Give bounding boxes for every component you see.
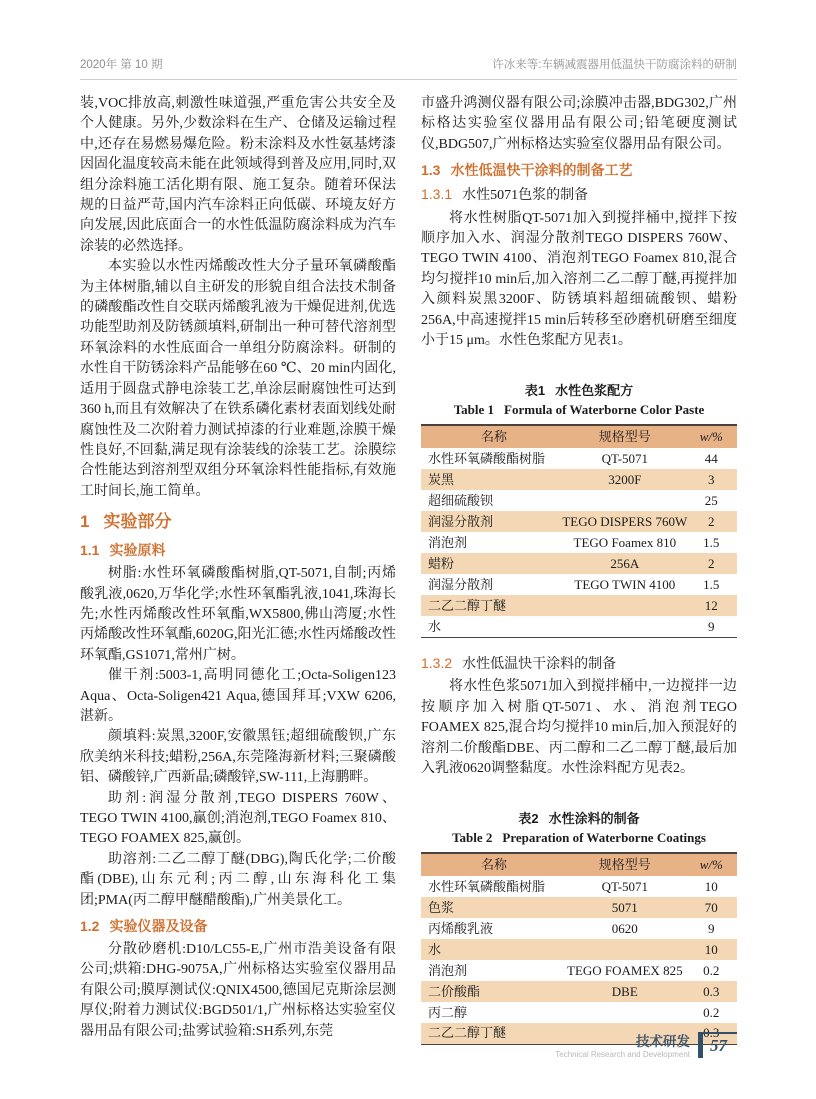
table-caption-text: 水性色浆配方	[555, 383, 634, 399]
section-title: 水性低温快干涂料的制备工艺	[450, 162, 633, 179]
table-cell: 9	[708, 920, 715, 936]
page-header	[80, 56, 737, 80]
table-caption-tag: 表2	[518, 811, 539, 827]
table-header-row	[421, 425, 737, 448]
table-row	[421, 511, 737, 532]
table-cell: 3	[708, 471, 715, 487]
table-cell: 2	[708, 513, 715, 529]
section-heading-1-3	[421, 160, 737, 180]
table-row	[421, 981, 737, 1002]
table-header-row	[421, 853, 737, 876]
table-cell	[560, 939, 690, 960]
table2-block	[421, 809, 737, 1045]
page-number-box	[698, 1032, 737, 1058]
running-title: 许冰来等:车辆减震器用低温快干防腐涂料的研制	[492, 59, 737, 71]
table-cell: 水性环氧磷酸酯树脂	[428, 450, 546, 466]
table-cell: 0.2	[703, 1004, 720, 1020]
table-cell: 润湿分散剂	[428, 576, 494, 592]
paragraph-driers: 催干剂:5003-1,高明同德化工;Octa-Soligen123 Aqua、Octa-Soligen421 Aqua,德国拜耳;VXW 6206,湛新。	[80, 668, 396, 724]
column-header: 名称	[481, 857, 508, 873]
column-header: w/%	[699, 429, 723, 445]
table-caption-text: Preparation of Waterborne Coatings	[502, 830, 706, 846]
column-header: 规格型号	[598, 429, 651, 445]
table-row	[421, 616, 737, 637]
table-cell: DBE	[611, 983, 638, 999]
section-heading-1	[80, 511, 396, 533]
table-row	[421, 876, 737, 897]
table-cell: 0.3	[703, 1025, 720, 1041]
table-cell: 超细硫酸钡	[428, 492, 494, 508]
table-cell: 0.2	[703, 962, 720, 978]
column-header: w/%	[699, 857, 723, 873]
table-row	[421, 448, 737, 469]
table-cell: 1.5	[703, 534, 720, 550]
table-cell: 二乙二醇丁醚	[428, 597, 507, 613]
table-row	[421, 469, 737, 490]
section-title: 实验原料	[109, 542, 166, 559]
color-paste-formula-table	[421, 424, 737, 638]
table-cell: 256A	[610, 555, 640, 571]
section-heading-1-3-1	[421, 184, 737, 206]
table-cell: 蜡粉	[428, 555, 455, 571]
page-footer	[555, 1032, 737, 1060]
table-cell: TEGO TWIN 4100	[574, 576, 676, 592]
table-caption-tag: Table 1	[453, 402, 495, 418]
table-cell: 二乙二醇丁醚	[428, 1025, 507, 1041]
table-row	[421, 595, 737, 616]
table-cell: 5071	[611, 899, 638, 915]
table-cell	[560, 616, 690, 637]
table-caption-text: 水性涂料的制备	[548, 811, 640, 827]
table-cell: 2	[708, 555, 715, 571]
table-cell: QT-5071	[601, 450, 649, 466]
section-heading-1-2	[80, 916, 396, 936]
column-header: 规格型号	[598, 857, 651, 873]
table-cell: 10	[704, 878, 718, 894]
left-column	[80, 94, 396, 1045]
table-cell: 水	[428, 618, 442, 634]
table-cell	[560, 490, 690, 511]
two-column-body	[80, 94, 737, 1045]
table-row	[421, 939, 737, 960]
table-row	[421, 553, 737, 574]
table-caption-text: Formula of Waterborne Color Paste	[504, 402, 705, 418]
table-cell: 1.5	[703, 576, 720, 592]
section-number: 1.2	[80, 918, 100, 935]
table-cell: 炭黑	[428, 471, 455, 487]
coating-preparation-table	[421, 852, 737, 1045]
table-cell	[560, 1002, 690, 1023]
table-cell: 丙二醇	[428, 1004, 468, 1020]
table-cell: 70	[704, 899, 718, 915]
section-heading-1-3-2	[421, 653, 737, 675]
paragraph-color-paste-process: 将水性树脂QT-5071加入到搅拌桶中,搅拌下按顺序加入水、润湿分散剂TEGO DISPERS 760W、TEGO TWIN 4100、消泡剂TEGO Foamex 810,混合均匀搅拌10 min后,加入溶剂二乙二醇丁醚,再搅拌加入颜料炭黑3200F、防锈填料超细硫酸钡、蜡粉256A,中高速搅拌15 min后转移至砂磨机研磨至细度小于15 μm。水性色浆配方见表1。	[421, 210, 737, 349]
section-title: 水性低温快干涂料的制备	[462, 656, 617, 672]
right-column	[421, 94, 737, 1045]
table-cell: 0620	[611, 920, 638, 936]
table-cell: 丙烯酸乳液	[428, 920, 494, 936]
section-title: 水性5071色浆的制备	[462, 188, 589, 204]
table-cell: TEGO FOAMEX 825	[567, 962, 683, 978]
paragraph-experiment-summary: 本实验以水性丙烯酸改性大分子量环氧磷酸酯为主体树脂,辅以自主研发的形貌自组合法技术制备的磷酸酯改性自交联丙烯酸乳液为干燥促进剂,优选功能型助剂及防锈颜填料,研制出一种可替代溶剂型环氧涂料的水性底面合一单组分防腐涂料。研制的水性自干防锈涂料产品能够在60 ℃、20 min内固化,适用于圆盘式静电涂装工艺,单涂层耐腐蚀性可达到360 h,而且有效解决了在铁系磷化素材表面划线处耐腐蚀性及二次附着力测试掉漆的行业难题,涂膜干燥性良好,不回黏,满足现有涂装线的涂装工艺。涂膜综合性能达到溶剂型双组分环氧涂料性能指标,有效施工时间长,施工简单。	[80, 259, 396, 499]
table-cell: 12	[704, 597, 718, 613]
column-header: 名称	[481, 429, 508, 445]
section-heading-1-1	[80, 540, 396, 560]
table2-caption-cn	[421, 809, 737, 828]
table-caption-tag: 表1	[524, 383, 546, 399]
table-cell: 二价酸酯	[428, 983, 481, 999]
table-row	[421, 574, 737, 595]
paragraph-equipment: 分散砂磨机:D10/LC55-E,广州市浩美设备有限公司;烘箱:DHG-9075A,广州标格达实验室仪器用品有限公司;膜厚测试仪:QNIX4500,德国尼克斯涂层测厚仪;附着力测试仪:BGD501/1,广州标格达实验室仪器用品有限公司;盐雾试验箱:SH系列,东莞	[80, 942, 396, 1039]
table-cell: TEGO Foamex 810	[573, 534, 677, 550]
table-cell: 0.3	[703, 983, 720, 999]
paragraph-intro-continued: 装,VOC排放高,刺激性味道强,严重危害公共安全及个人健康。另外,少数涂料在生产、仓储及运输过程中,还存在易燃易爆危险。粉末涂料及水性氨基烤漆因固化温度较高未能在此领域得到普及应用,同时,双组分涂料施工活化期有限、施工复杂。随着环保法规的日益严苛,国内汽车涂料正向低碳、环境友好方向发展,因此底面合一的水性低温防腐涂料成为汽车涂装的必然选择。	[80, 96, 396, 254]
section-number: 1	[80, 512, 90, 532]
table-cell: 消泡剂	[428, 962, 468, 978]
table-row	[421, 897, 737, 918]
table-cell: 9	[708, 618, 715, 634]
table2-caption-en	[421, 828, 737, 847]
table1-caption-cn	[421, 381, 737, 400]
section-number: 1.3	[421, 162, 441, 179]
footer-label-cn: 技术研发	[636, 1034, 690, 1049]
table1-caption-en	[421, 400, 737, 419]
table-cell: 25	[704, 492, 718, 508]
table-cell: 3200F	[608, 471, 642, 487]
table-cell: QT-5071	[601, 878, 649, 894]
table-cell: 消泡剂	[428, 534, 468, 550]
paragraph-additives: 助剂:润湿分散剂,TEGO DISPERS 760W、TEGO TWIN 4100,赢创;消泡剂,TEGO Foamex 810、TEGO FOAMEX 825,赢创。	[80, 790, 396, 847]
section-title: 实验部分	[103, 512, 172, 532]
table-row	[421, 960, 737, 981]
footer-label-en: Technical Research and Development	[555, 1050, 690, 1059]
table-cell: 水	[428, 941, 442, 957]
table1-block	[421, 381, 737, 638]
table-cell: TEGO DISPERS 760W	[562, 513, 688, 529]
table-cell: 润湿分散剂	[428, 513, 494, 529]
section-title: 实验仪器及设备	[109, 918, 208, 935]
page-number: 57	[710, 1036, 727, 1055]
footer-section-labels	[555, 1032, 690, 1060]
table-cell	[560, 595, 690, 616]
table-cell: 色浆	[428, 899, 455, 915]
table-row	[421, 532, 737, 553]
paragraph-cosolvents: 助溶剂:二乙二醇丁醚(DBG),陶氏化学;二价酸酯(DBE),山东元利;丙二醇,山东海科化工集团;PMA(丙二醇甲醚醋酸酯),广州美景化工。	[80, 851, 396, 908]
table-row	[421, 1002, 737, 1023]
journal-issue: 2020年 第 10 期	[80, 59, 163, 71]
section-number: 1.1	[80, 542, 100, 559]
table-cell: 44	[704, 450, 718, 466]
section-number: 1.3.2	[421, 654, 453, 671]
table-row	[421, 918, 737, 939]
paragraph-pigments: 颜填料:炭黑,3200F,安徽黑钰;超细硫酸钡,广东欣美纳米科技;蜡粉,256A,东莞隆海新材料;三聚磷酸铝、磷酸锌,广西新晶;磷酸锌,SW-111,上海鹏畔。	[80, 729, 396, 786]
table-cell: 水性环氧磷酸酯树脂	[428, 878, 546, 894]
table-row	[421, 490, 737, 511]
table-cell: 10	[704, 941, 718, 957]
paragraph-equipment-continued: 市盛升鸿测仪器有限公司;涂膜冲击器,BDG302,广州标格达实验室仪器用品有限公司;铅笔硬度测试仪,BDG507,广州标格达实验室仪器用品有限公司。	[421, 96, 737, 152]
table-caption-tag: Table 2	[452, 830, 493, 846]
section-number: 1.3.1	[421, 186, 453, 203]
paragraph-coating-process: 将水性色浆5071加入到搅拌桶中,一边搅拌一边按顺序加入树脂QT-5071、水、消泡剂TEGO FOAMEX 825,混合均匀搅拌10 min后,加入预混好的溶剂二价酸酯DBE、丙二醇和二乙二醇丁醚,最后加入乳液0620调整黏度。水性涂料配方见表2。	[421, 679, 737, 776]
paragraph-resins: 树脂:水性环氧磷酸酯树脂,QT-5071,自制;丙烯酸乳液,0620,万华化学;水性环氧酯乳液,1041,珠海长先;水性丙烯酸改性环氧酯,WX5800,佛山湾厦;水性丙烯酸改性环氧酯,6020G,阳光汇德;水性丙烯酸改性环氧酯,GS1071,常州广树。	[80, 566, 396, 663]
